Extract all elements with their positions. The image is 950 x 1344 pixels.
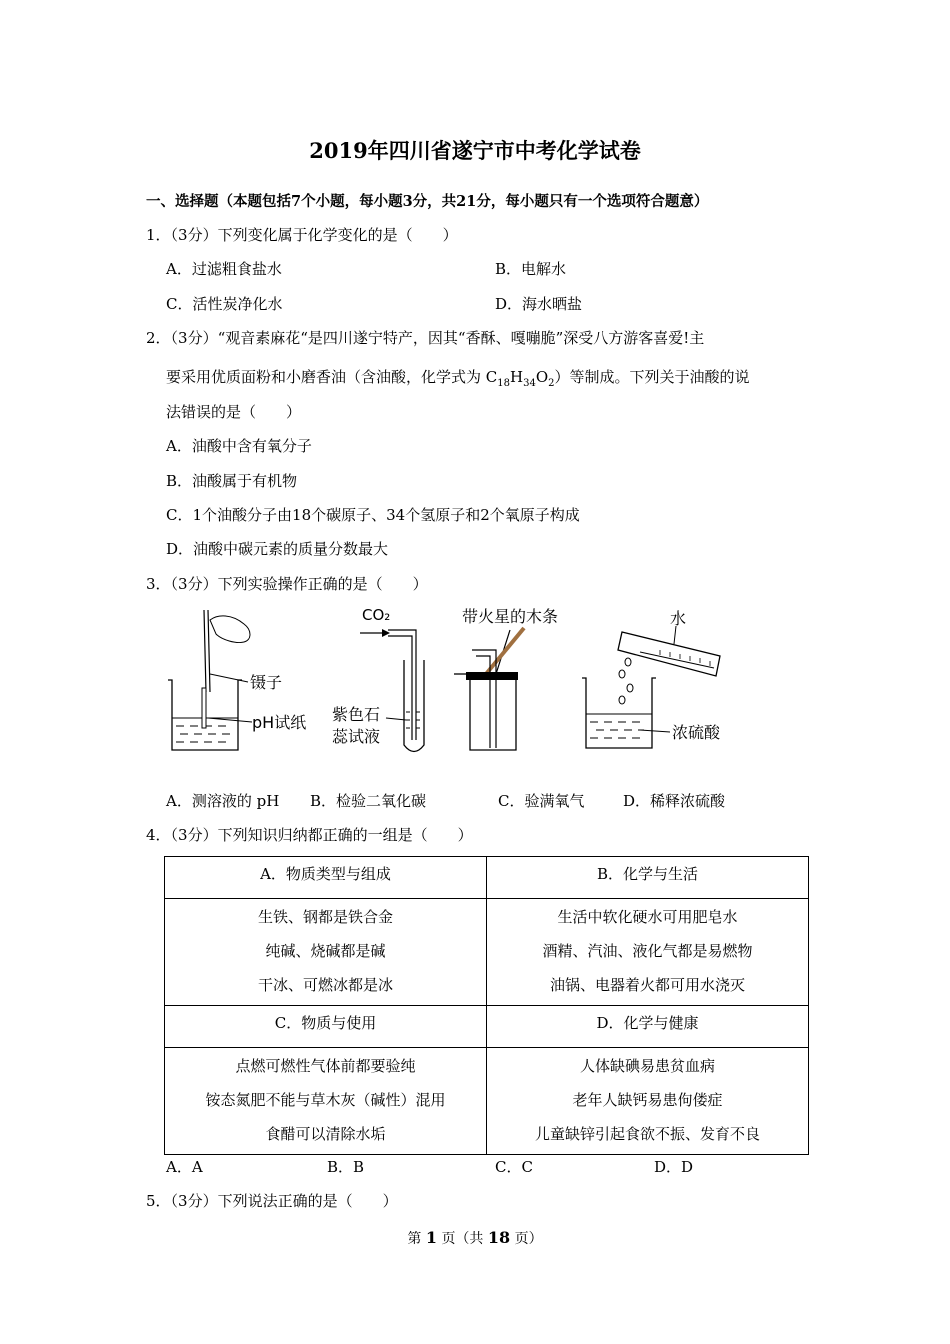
label-ph-paper: pH试纸 (252, 713, 307, 732)
lab-operations-figure (160, 600, 760, 765)
q4-option-d: D．D (654, 1158, 694, 1176)
q4-option-a: A．A (166, 1158, 203, 1176)
q3-option-c: C．验满氧气 (498, 792, 585, 810)
formula-sub-c: 18 (497, 378, 510, 389)
formula-h: H (509, 368, 524, 386)
cell-line: 纯碱、烧碱都是碱 (265, 942, 386, 960)
table-row (165, 1006, 809, 1048)
total-page-number: 18 (487, 1228, 511, 1247)
q1-option-d: D．海水晒盐 (495, 295, 583, 313)
label-litmus-line2: 蕊试液 (332, 727, 381, 746)
table-row (165, 1048, 809, 1155)
page-footer (0, 1228, 950, 1248)
q5-stem: 5．（3分）下列说法正确的是（ ） (146, 1192, 398, 1210)
cell-line: 人体缺碘易患贫血病 (579, 1057, 715, 1075)
table-row (165, 857, 809, 899)
q4-option-c: C．C (495, 1158, 533, 1176)
q1-option-c: C．活性炭净化水 (166, 295, 283, 313)
figure-a-ph-test (168, 610, 252, 750)
footer-mid: 页（共 (441, 1231, 484, 1247)
cell-line: 干冰、可燃冰都是冰 (257, 976, 393, 994)
q4-option-b: B．B (327, 1158, 365, 1176)
current-page-number: 1 (425, 1228, 437, 1247)
q1-stem: 1．（3分）下列变化属于化学变化的是（ ） (146, 226, 458, 244)
footer-pre: 第 (407, 1231, 422, 1247)
section-heading: 一、选择题（本题包括7个小题，每小题3分，共21分，每小题只有一个选项符合题意） (146, 193, 709, 210)
cell-b-heading: B．化学与生活 (487, 857, 809, 899)
cell-line: 铵态氮肥不能与草木灰（碱性）混用 (205, 1091, 446, 1109)
cell-b-body (487, 899, 809, 1006)
cell-line: 点燃可燃性气体前都要验纯 (235, 1057, 416, 1075)
q2-option-d: D．油酸中碳元素的质量分数最大 (166, 540, 389, 558)
formula-o: O (535, 368, 549, 386)
cell-d-heading: D．化学与健康 (487, 1006, 809, 1048)
q1-option-b: B．电解水 (495, 260, 567, 278)
cell-a-body (165, 899, 487, 1006)
cell-c-body (165, 1048, 487, 1155)
cell-line: 酒精、汽油、液化气都是易燃物 (542, 942, 753, 960)
q3-option-b: B．检验二氧化碳 (310, 792, 427, 810)
cell-line: 生铁、钢都是铁合金 (257, 908, 393, 926)
label-litmus-line1: 紫色石 (332, 705, 381, 724)
q2-stem-line3: 法错误的是（ ） (166, 403, 302, 421)
page-title: 2019年四川省遂宁市中考化学试卷 (309, 138, 641, 163)
cell-line: 食醋可以清除水垢 (265, 1125, 386, 1143)
cell-d-body (487, 1048, 809, 1155)
knowledge-table (164, 856, 809, 1155)
q1-option-a: A．过滤粗食盐水 (166, 260, 282, 278)
q2-line2-pre: 要采用优质面粉和小磨香油（含油酸，化学式为 C (166, 368, 498, 386)
q2-option-b: B．油酸属于有机物 (166, 472, 298, 490)
cell-line: 儿童缺锌引起食欲不振、发育不良 (534, 1125, 760, 1143)
label-splint: 带火星的木条 (462, 607, 559, 626)
label-water: 水 (670, 609, 687, 628)
q2-stem-line2 (166, 366, 750, 389)
cell-line: 油锅、电器着火都可用水浇灭 (549, 976, 745, 994)
formula-sub-o: 2 (548, 378, 555, 389)
q2-line2-post: ）等制成。下列关于油酸的说 (554, 368, 750, 386)
q3-option-a: A．测溶液的 pH (166, 792, 280, 810)
cell-line: 生活中软化硬水可用肥皂水 (557, 908, 738, 926)
label-conc-acid: 浓硫酸 (672, 723, 721, 742)
table-row (165, 899, 809, 1006)
q2-option-c: C．1个油酸分子由18个碳原子、34个氢原子和2个氧原子构成 (166, 506, 580, 524)
q3-stem: 3．（3分）下列实验操作正确的是（ ） (146, 575, 428, 593)
formula-sub-h: 34 (523, 378, 536, 389)
q2-option-a: A．油酸中含有氧分子 (166, 437, 312, 455)
label-tweezers: 镊子 (250, 673, 283, 692)
q4-stem: 4．（3分）下列知识归纳都正确的一组是（ ） (146, 826, 473, 844)
figure-c-oxygen-check (454, 628, 524, 750)
q2-stem-line1: 2．（3分）“观音素麻花“是四川遂宁特产，因其“香酥、嘎嘣脆”深受八方游客喜爱!主 (146, 329, 705, 347)
footer-post: 页） (514, 1231, 543, 1247)
cell-a-heading: A．物质类型与组成 (165, 857, 487, 899)
cell-line: 老年人缺钙易患佝偻症 (572, 1091, 723, 1109)
label-co2: CO₂ (362, 606, 391, 624)
cell-c-heading: C．物质与使用 (165, 1006, 487, 1048)
q3-option-d: D．稀释浓硫酸 (623, 792, 726, 810)
